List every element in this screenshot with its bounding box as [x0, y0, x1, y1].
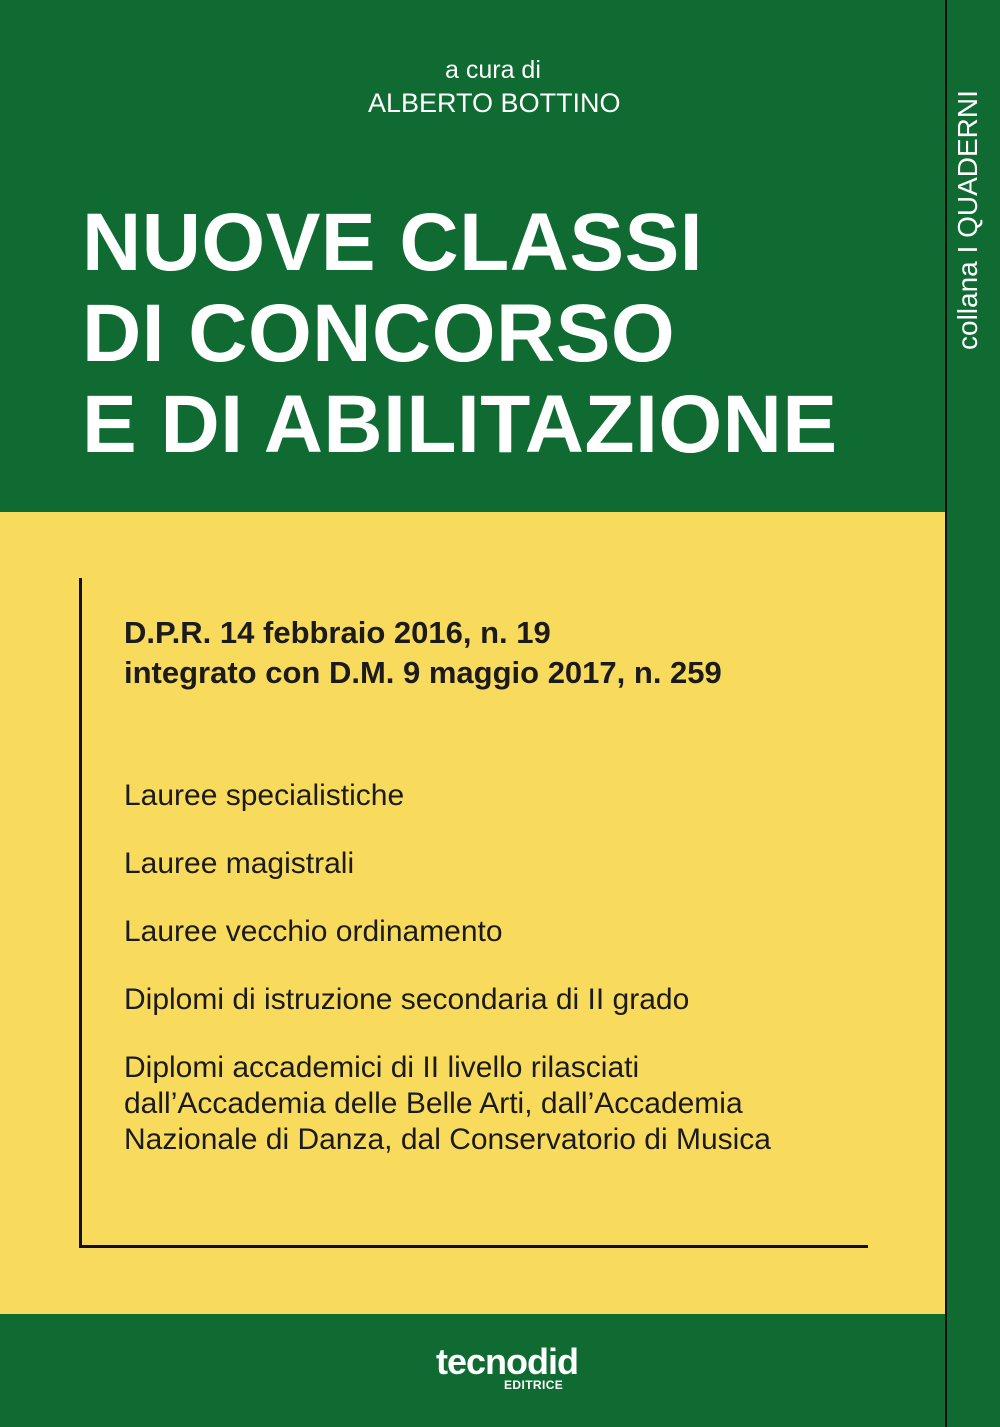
curator-label: a cura di [445, 56, 541, 84]
content-frame-bottom [79, 1245, 868, 1248]
publisher-logo [436, 1342, 576, 1396]
book-title-line-2: DI CONCORSO [82, 288, 676, 379]
academic-diplomas-line-1: Diplomi accademici di II livello rilasciati [124, 1051, 640, 1084]
series-label: collana I QUADERNI [952, 90, 983, 350]
qualification-item: Lauree magistrali [124, 847, 355, 880]
academic-diplomas-line-3: Nazionale di Danza, dal Conservatorio di Musica [124, 1123, 771, 1156]
law-reference [124, 613, 722, 693]
qualification-list [124, 778, 884, 1190]
book-title [82, 197, 922, 470]
academic-diplomas-line-2: dall’Accademia delle Belle Arti, dall’Accademia [124, 1087, 743, 1120]
book-title-line-1: NUOVE CLASSI [82, 197, 704, 288]
book-title-line-3: E DI ABILITAZIONE [82, 379, 838, 470]
law-reference-line-2: integrato con D.M. 9 maggio 2017, n. 259 [124, 655, 722, 690]
qualification-item: Lauree specialistiche [124, 779, 405, 812]
qualification-item: Diplomi di istruzione secondaria di II grado [124, 983, 690, 1016]
publisher-subtitle: EDITRICE [504, 1378, 564, 1392]
series-divider-line [945, 0, 947, 1427]
qualification-item: Lauree vecchio ordinamento [124, 915, 503, 948]
law-reference-line-1: D.P.R. 14 febbraio 2016, n. 19 [124, 615, 551, 650]
curator-name: ALBERTO BOTTINO [368, 88, 621, 118]
publisher-wordmark: tecnodid [436, 1341, 578, 1382]
qualification-item-academic-diplomas [124, 1050, 884, 1158]
content-frame-left [79, 578, 82, 1248]
